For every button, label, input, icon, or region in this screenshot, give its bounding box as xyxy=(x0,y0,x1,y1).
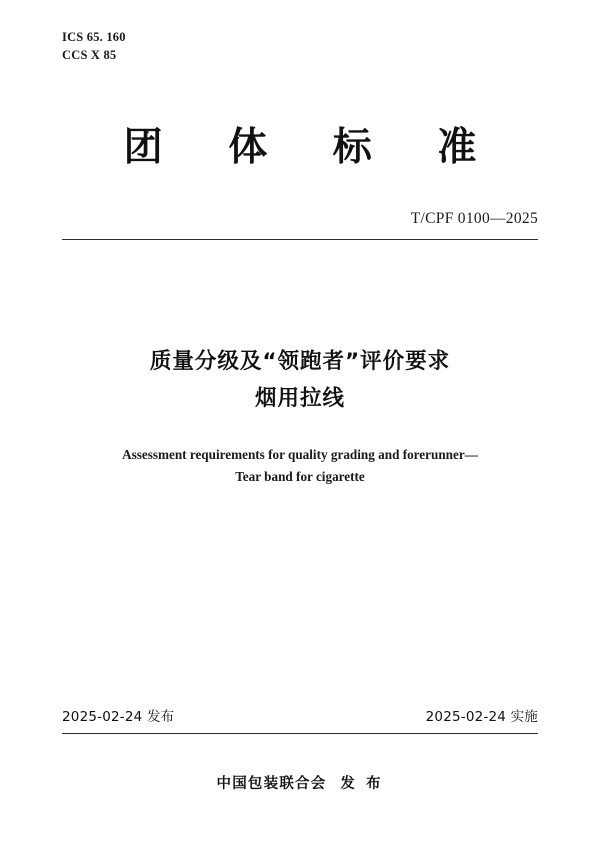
page-title-cn-line1: 质量分级及“领跑者”评价要求 xyxy=(149,349,451,375)
date-row xyxy=(62,705,538,725)
ccs-code: CCS X 85 xyxy=(62,48,117,63)
ics-code: ICS 65. 160 xyxy=(62,30,126,44)
page-title-cn xyxy=(62,344,538,418)
effective-date: 2025-02-24 实施 xyxy=(425,709,538,725)
header-divider xyxy=(62,239,538,240)
classification-codes xyxy=(62,0,538,64)
publisher-verb: 发 布 xyxy=(340,776,384,792)
page-title-cn-line2: 烟用拉线 xyxy=(254,386,345,412)
publisher xyxy=(0,772,600,793)
document-kind-title: 团 体 标 准 xyxy=(123,125,503,171)
page-title-en-line2: Tear band for cigarette xyxy=(235,468,365,484)
publisher-name: 中国包装联合会 xyxy=(216,776,327,792)
standard-number: T/CPF 0100—2025 xyxy=(410,210,538,228)
page-title-en-line1: Assessment requirements for quality grading and forerunner— xyxy=(122,447,478,463)
issue-date: 2025-02-24 发布 xyxy=(62,709,175,725)
footer-divider xyxy=(62,733,538,734)
page-title-en xyxy=(62,444,538,487)
